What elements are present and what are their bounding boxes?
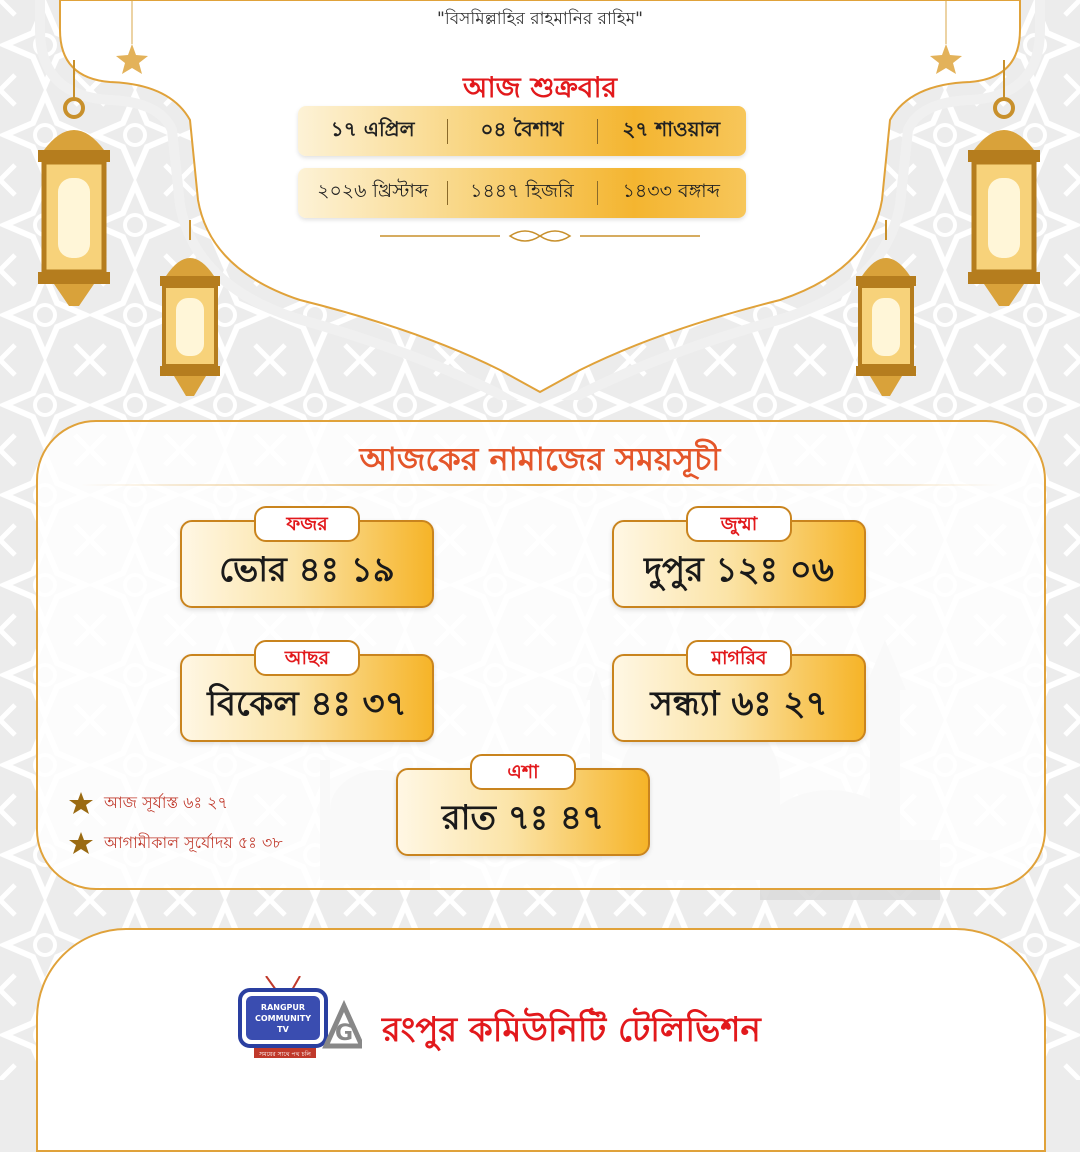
prayer-fajr — [180, 513, 434, 608]
prayer-time: সন্ধ্যা ৬ঃ ২৭ — [650, 684, 828, 724]
prayer-time: রাত ৭ঃ ৪৭ — [441, 798, 605, 838]
prayer-time: ভোর ৪ঃ ১৯ — [219, 550, 395, 590]
english-date: ১৭ এপ্রিল — [330, 116, 415, 141]
svg-text:G: G — [334, 1021, 354, 1046]
prayer-name: এশা — [470, 754, 576, 790]
lantern-icon — [846, 220, 926, 400]
bengali-year: ১৪৩৩ বঙ্গাব্দ — [597, 177, 746, 209]
logo-text: COMMUNITY — [254, 1014, 312, 1023]
date-bar-primary — [298, 106, 746, 156]
sunset-text: আজ সূর্যাস্ত ৬ঃ ২৭ — [104, 793, 228, 812]
logo-text: RANGPUR — [260, 1003, 306, 1012]
prayer-name: ফজর — [254, 506, 360, 542]
lantern-icon — [150, 220, 230, 400]
sunrise-info — [68, 830, 283, 857]
bengali-date: ০৪ বৈশাখ — [447, 115, 596, 148]
bismillah-text: "বিসমিল্লাহির রাহমানির রাহিম" — [437, 9, 643, 29]
prayer-asr — [180, 647, 434, 742]
star-icon — [68, 831, 94, 857]
prayer-name: মাগরিব — [686, 640, 792, 676]
date-bar-years — [298, 168, 746, 218]
tv-logo — [236, 976, 362, 1060]
title-divider — [80, 484, 1000, 486]
day-title: আজ শুক্রবার — [462, 71, 618, 104]
brand-name: রংপুর কমিউনিটি টেলিভিশন — [382, 1010, 761, 1050]
star-icon — [68, 791, 94, 817]
prayer-isha — [396, 761, 650, 856]
prayer-jumma — [612, 513, 866, 608]
logo-tagline: সময়ের সাথে পথ চলি — [259, 1051, 311, 1058]
hijri-date: ২৭ শাওয়াল — [597, 115, 746, 148]
prayer-name: আছর — [254, 640, 360, 676]
gregorian-year: ২০২৬ খ্রিস্টাব্দ — [317, 180, 429, 202]
schedule-title: আজকের নামাজের সময়সূচী — [359, 440, 721, 478]
hijri-year: ১৪৪৭ হিজরি — [447, 177, 596, 209]
sunrise-text: আগামীকাল সূর্যোদয় ৫ঃ ৩৮ — [104, 833, 283, 852]
prayer-maghrib — [612, 647, 866, 742]
prayer-time: দুপুর ১২ঃ ০৬ — [644, 550, 834, 590]
logo-text: TV — [277, 1025, 289, 1034]
prayer-time: বিকেল ৪ঃ ৩৭ — [207, 684, 407, 724]
flourish-divider — [380, 226, 700, 246]
prayer-name: জুম্মা — [686, 506, 792, 542]
sunset-info — [68, 790, 228, 817]
